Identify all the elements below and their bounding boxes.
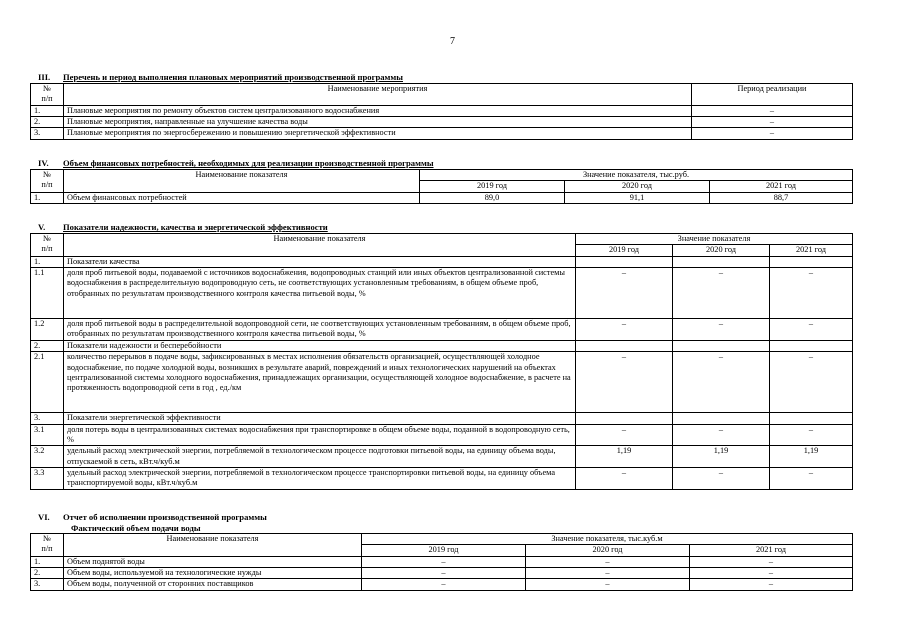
table-row: 3.3 удельный расход электрической энергии, потребляемой в технологическом процессе транспортировки питьевой воды, на единицу объема транспортируемой воды, кВт.ч/куб.м – – –: [31, 467, 853, 489]
section-6-subtitle: Фактический объем подачи воды: [71, 523, 201, 533]
section-4: [30, 158, 853, 204]
table-row: 1.1 доля проб питьевой воды, подаваемой с источников водоснабжения, водопроводных станций или иных объектов централизованной системы водоснабжения в распределительную водопроводную сеть, не соответствующих установленным требованиям, в общем объеме проб, отобранных по результатам производственного контроля качества питьевой воды, % – – –: [31, 268, 853, 319]
header-year: 2020 год: [526, 545, 690, 556]
section-4-title: IV. Объем финансовых потребностей, необходимых для реализации производственной программы: [38, 158, 434, 168]
table-row: 1.2 доля проб питьевой воды в распределительной водопроводной сети, не соответствующих установленным требованиям, в общем объеме проб, отобранных по результатам производственного контроля качества питьевой воды, % – – –: [31, 319, 853, 341]
header-no: № п/п: [31, 534, 64, 557]
section-6-title: VI. Отчет об исполнении производственной программы: [38, 512, 267, 522]
table-row: 3. Плановые мероприятия по энергосбережению и повышению энергетической эффективности –: [31, 128, 853, 139]
header-year: 2020 год: [565, 181, 710, 192]
header-year: 2021 год: [770, 245, 853, 256]
group-row: 1. Показатели качества: [31, 256, 853, 267]
header-year: 2019 год: [576, 245, 673, 256]
header-name: Наименование показателя: [64, 170, 420, 193]
header-no: № п/п: [31, 170, 64, 193]
header-no: № п/п: [31, 84, 64, 106]
header-year: 2019 год: [420, 181, 565, 192]
table-row: 3.1 доля потерь воды в централизованных системах водоснабжения при транспортировке в общем объеме воды, поданной в водопроводную сеть, % – – –: [31, 424, 853, 446]
header-value: Значение показателя: [576, 234, 853, 245]
header-year: 2019 год: [362, 545, 526, 556]
table-row: 1. Плановые мероприятия по ремонту объектов систем централизованного водоснабжения –: [31, 105, 853, 116]
group-row: 3. Показатели энергетической эффективности: [31, 413, 853, 424]
header-period: Период реализации: [692, 84, 853, 106]
page-number: 7: [450, 36, 455, 47]
section-3: [30, 72, 853, 140]
header-name: Наименование показателя: [64, 534, 362, 557]
table-row: 3. Объем воды, полученной от сторонних поставщиков – – –: [31, 579, 853, 590]
table-row: 1. Объем поднятой воды – – –: [31, 556, 853, 567]
water-supply-table: [30, 533, 853, 591]
header-name: Наименование показателя: [64, 234, 576, 257]
financial-needs-table: [30, 169, 853, 204]
section-5-title: V. Показатели надежности, качества и энергетической эффективности: [38, 222, 328, 232]
header-year: 2020 год: [673, 245, 770, 256]
indicators-table: [30, 233, 853, 490]
section-6: [30, 512, 853, 591]
table-row: 3.2 удельный расход электрической энергии, потребляемой в технологическом процессе подготовки питьевой воды, на единицу объема воды, отпускаемой в сеть, кВт.ч/куб.м 1,19 1,19 1,19: [31, 446, 853, 468]
planned-measures-table: [30, 83, 853, 140]
header-year: 2021 год: [690, 545, 853, 556]
table-row: 2.1 количество перерывов в подаче воды, зафиксированных в местах исполнения обязательств организацией, осуществляющей холодное водоснабжение, по подаче холодной воды, возникших в результате аварий, повреждений и иных технологических нарушений на объектах централизованной системы холодного водоснабжения, принадлежащих организации, осуществляющей холодное водоснабжение, в расчете на протяженность водопроводной сети в год , ед./км – – –: [31, 352, 853, 413]
section-5: [30, 222, 853, 490]
group-row: 2. Показатели надежности и бесперебойности: [31, 340, 853, 351]
header-no: № п/п: [31, 234, 64, 257]
table-row: 2. Объем воды, используемой на технологические нужды – – –: [31, 568, 853, 579]
section-3-title: III. Перечень и период выполнения плановых мероприятий производственной программы: [38, 72, 403, 82]
table-row: 1. Объем финансовых потребностей 89,0 91,1 88,7: [31, 192, 853, 203]
header-year: 2021 год: [710, 181, 853, 192]
table-row: 2. Плановые мероприятия, направленные на улучшение качества воды –: [31, 117, 853, 128]
header-value: Значение показателя, тыс.руб.: [420, 170, 853, 181]
header-name: Наименование мероприятия: [64, 84, 692, 106]
header-value: Значение показателя, тыс.куб.м: [362, 534, 853, 545]
